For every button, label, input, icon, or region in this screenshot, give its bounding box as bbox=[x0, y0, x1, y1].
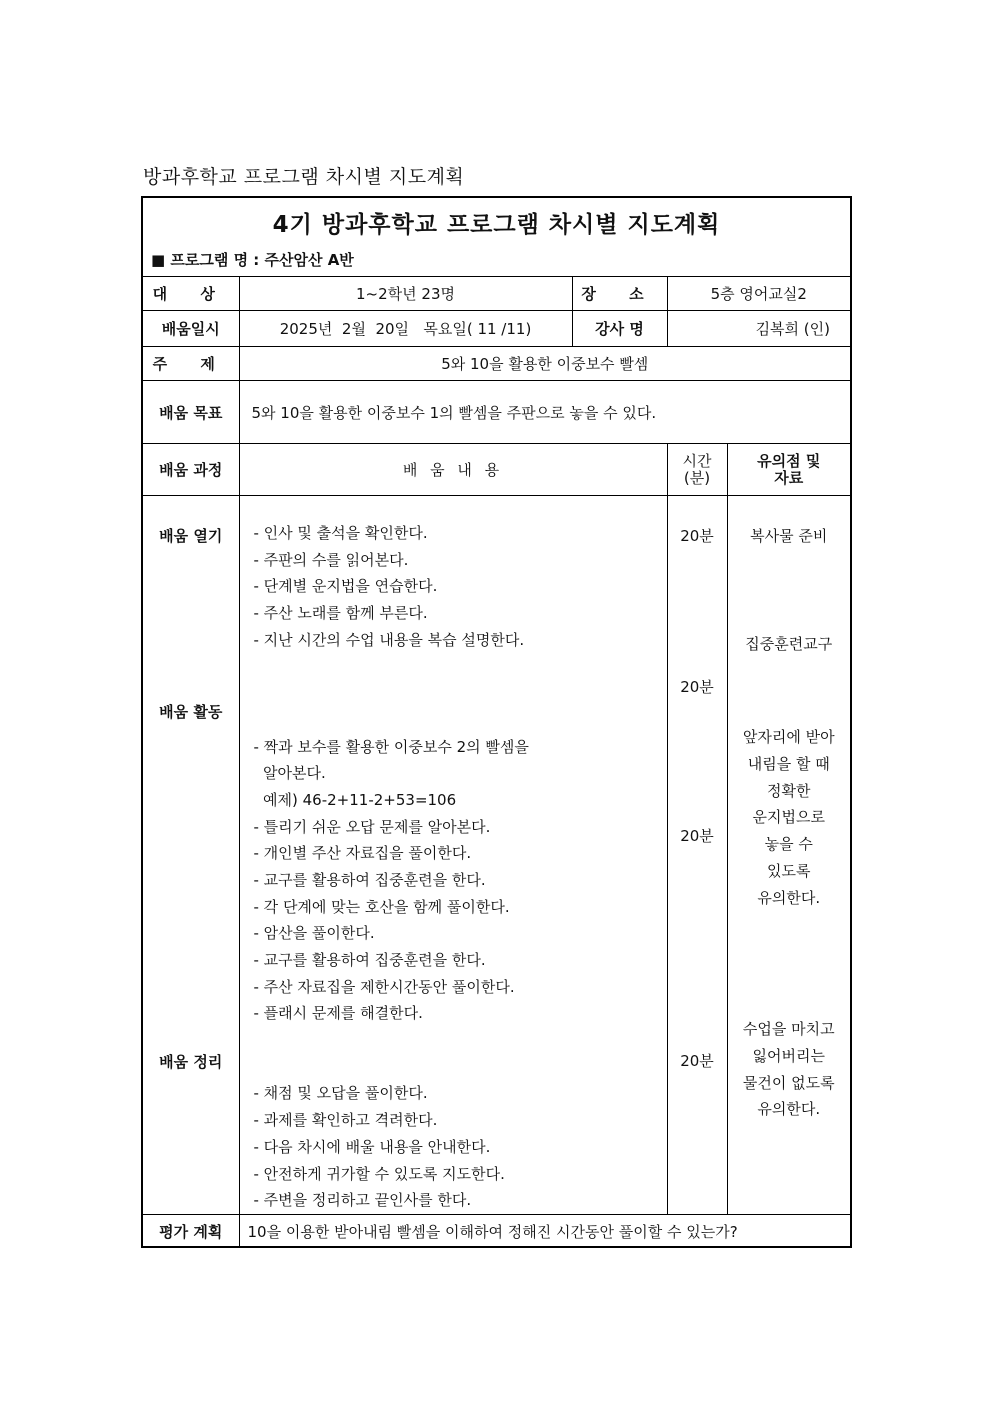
evaluation-value: 10을 이용한 받아내림 빨셈을 이해하여 정해진 시간동안 풀이할 수 있는가? bbox=[239, 1214, 850, 1248]
time-column bbox=[667, 496, 727, 1215]
content-line: - 틀리기 쉬운 오답 문제를 알아본다. bbox=[253, 817, 491, 836]
time-value: 20분 bbox=[680, 677, 714, 696]
topic-value: 5와 10을 활용한 이중보수 빨셈 bbox=[239, 347, 850, 381]
note-item: 수업을 마치고 잃어버리는 물건이 없도록 유의한다. bbox=[742, 1020, 835, 1119]
content-line: - 개인별 주산 자료집을 풀이한다. bbox=[253, 844, 472, 863]
notes-header: 유의점 및 자료 bbox=[727, 444, 850, 496]
note-item: 복사물 준비 bbox=[750, 527, 828, 545]
date-label: 배움일시 bbox=[143, 311, 239, 347]
content-line: - 플래시 문제를 해결한다. bbox=[253, 1004, 423, 1023]
stage-column bbox=[143, 496, 239, 1215]
content-line: - 교구를 활용하여 집중훈련을 한다. bbox=[253, 870, 486, 889]
content-line: - 주변을 정리하고 끝인사를 한다. bbox=[253, 1191, 472, 1210]
note-item: 앞자리에 받아 내림을 할 때 정확한 운지법으로 놓을 수 있도록 유의한다. bbox=[742, 728, 835, 907]
content-line: - 인사 및 출석을 확인한다. bbox=[253, 524, 428, 542]
time-value: 20분 bbox=[680, 1052, 714, 1071]
content-line: 알아본다. bbox=[253, 764, 326, 783]
lesson-plan-table bbox=[141, 196, 852, 1248]
time-value: 20분 bbox=[680, 827, 714, 846]
content-line: - 채점 및 오답을 풀이한다. bbox=[253, 1084, 428, 1103]
content-line: - 짝과 보수를 활용한 이중보수 2의 빨셈을 bbox=[253, 737, 529, 756]
note-item: 집중훈련교구 bbox=[745, 634, 833, 653]
content-line: 예제) 46-2+11-2+53=106 bbox=[253, 790, 457, 809]
time-header: 시간 (분) bbox=[667, 444, 727, 496]
content-line: - 교구를 활용하여 집중훈련을 한다. bbox=[253, 951, 486, 969]
notes-column bbox=[727, 496, 850, 1215]
stage-close: 배움 정리 bbox=[159, 1053, 223, 1072]
content-line: - 주산 노래를 함께 부른다. bbox=[253, 604, 428, 623]
goal-label: 배움 목표 bbox=[143, 381, 239, 444]
title-block bbox=[143, 198, 850, 277]
content-line: - 단계별 운지법을 연습한다. bbox=[253, 577, 438, 596]
content-line: - 주산 자료집을 제한시간동안 풀이한다. bbox=[253, 977, 515, 996]
document-heading: 방과후학교 프로그램 차시별 지도계획 bbox=[143, 166, 465, 188]
place-value: 5층 영어교실2 bbox=[667, 277, 850, 311]
time-value: 20분 bbox=[680, 527, 714, 545]
content-line: - 다음 차시에 배울 내용을 안내한다. bbox=[253, 1137, 491, 1156]
content-line: - 각 단계에 맞는 호산을 함께 풀이한다. bbox=[253, 897, 510, 916]
evaluation-label: 평가 계획 bbox=[143, 1214, 239, 1248]
process-header: 배움 과정 bbox=[143, 444, 239, 496]
content-line: - 과제를 확인하고 격려한다. bbox=[253, 1111, 438, 1130]
topic-label: 주 제 bbox=[143, 347, 239, 381]
content-header: 배 움 내 용 bbox=[239, 444, 667, 496]
stage-activity: 배움 활동 bbox=[159, 702, 223, 721]
instructor-label: 강사 명 bbox=[572, 311, 667, 347]
content-line: - 암산을 풀이한다. bbox=[253, 924, 375, 943]
instructor-value: 김복희 (인) bbox=[667, 311, 850, 347]
plan-title: 4기 방과후학교 프로그램 차시별 지도계획 bbox=[272, 212, 721, 238]
goal-value: 5와 10을 활용한 이중보수 1의 빨셈을 주판으로 놓을 수 있다. bbox=[239, 381, 850, 444]
place-label: 장 소 bbox=[572, 277, 667, 311]
date-value: 2025년 2월 20일 목요일( 11 /11) bbox=[239, 311, 572, 347]
target-value: 1~2학년 23명 bbox=[239, 277, 572, 311]
content-column bbox=[239, 496, 667, 1215]
program-name: ■ 프로그램 명 : 주산암산 A반 bbox=[151, 251, 354, 269]
content-line: - 안전하게 귀가할 수 있도록 지도한다. bbox=[253, 1164, 505, 1183]
content-line: - 주판의 수를 읽어본다. bbox=[253, 550, 409, 569]
stage-open: 배움 열기 bbox=[159, 527, 223, 545]
content-line: - 지난 시간의 수업 내용을 복습 설명한다. bbox=[253, 630, 525, 649]
target-label: 대 상 bbox=[143, 277, 239, 311]
